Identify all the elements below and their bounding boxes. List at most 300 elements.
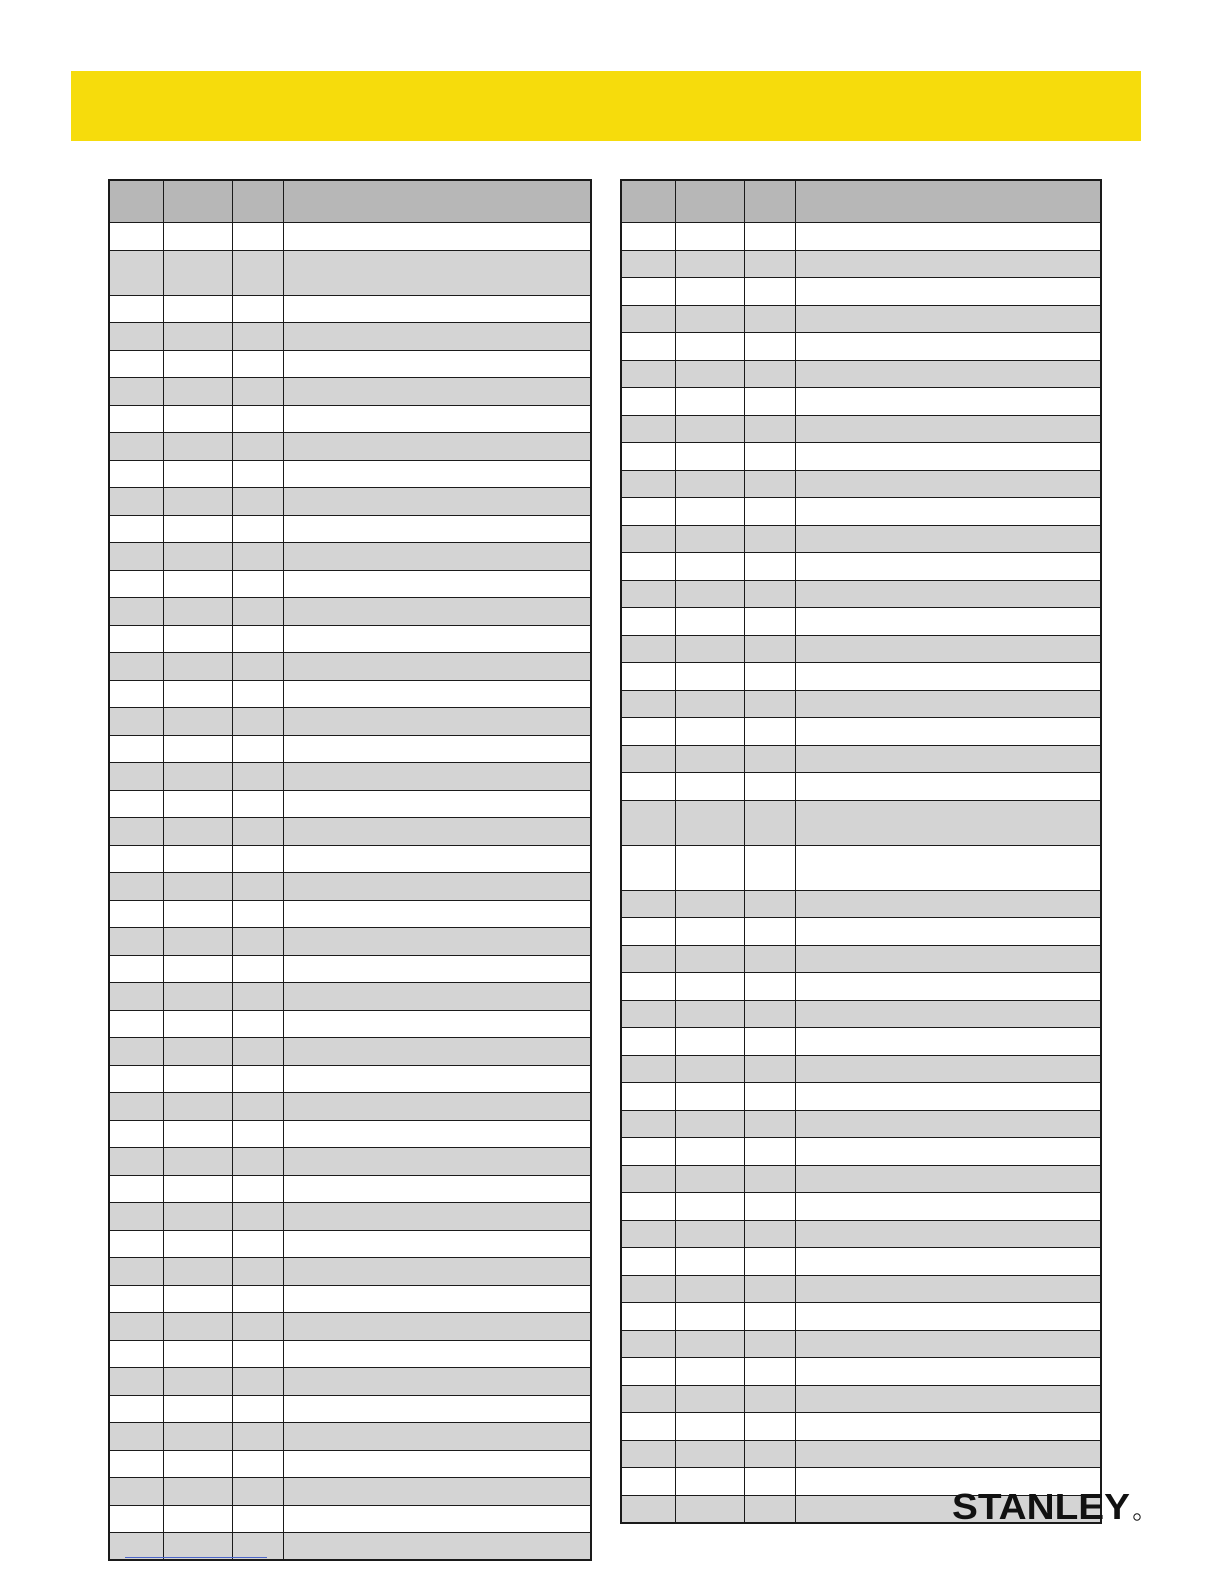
table-cell [795, 890, 1101, 918]
table-cell [621, 250, 675, 278]
table-cell [163, 928, 232, 956]
table-cell [795, 1385, 1101, 1413]
table-cell [232, 1505, 283, 1533]
table-cell [163, 295, 232, 323]
table-cell [675, 800, 744, 845]
table-cell [109, 1175, 163, 1203]
table-cell [675, 1110, 744, 1138]
table-cell [621, 1248, 675, 1276]
table-row [109, 1120, 591, 1148]
table-cell [744, 1303, 795, 1331]
table-cell [675, 1275, 744, 1303]
table-cell [283, 1395, 591, 1423]
table-cell [795, 580, 1101, 608]
table-cell [109, 223, 163, 251]
table-cell [675, 305, 744, 333]
table-cell [795, 773, 1101, 801]
table-row [109, 1065, 591, 1093]
table-row [109, 818, 591, 846]
table-cell [621, 360, 675, 388]
table-cell [621, 663, 675, 691]
table-cell [283, 405, 591, 433]
table-cell [232, 488, 283, 516]
table-row [109, 1203, 591, 1231]
table-row [621, 1248, 1101, 1276]
table-cell [163, 735, 232, 763]
table-cell [621, 278, 675, 306]
table-cell [283, 1423, 591, 1451]
table-cell [795, 553, 1101, 581]
table-cell [163, 1340, 232, 1368]
table-cell [795, 250, 1101, 278]
table-cell [795, 498, 1101, 526]
table-cell [109, 323, 163, 351]
table-row [109, 955, 591, 983]
table-cell [744, 1413, 795, 1441]
table-row [109, 1478, 591, 1506]
table-cell [795, 223, 1101, 251]
table-cell [232, 223, 283, 251]
table-cell [232, 653, 283, 681]
table-cell [621, 1303, 675, 1331]
table-cell [795, 1000, 1101, 1028]
table-cell [109, 790, 163, 818]
table-header-row [109, 180, 591, 223]
table-cell [232, 1450, 283, 1478]
table-cell [163, 543, 232, 571]
table-cell [283, 378, 591, 406]
table-row [621, 470, 1101, 498]
table-cell [283, 818, 591, 846]
table-cell [163, 790, 232, 818]
table-row [621, 945, 1101, 973]
table-row [109, 1505, 591, 1533]
table-cell [621, 1385, 675, 1413]
table-cell [795, 278, 1101, 306]
table-cell [283, 928, 591, 956]
table-cell [621, 498, 675, 526]
table-row [621, 1000, 1101, 1028]
table-cell [744, 278, 795, 306]
table-cell [109, 1065, 163, 1093]
table-cell [163, 223, 232, 251]
table-cell [744, 1275, 795, 1303]
table-cell [163, 680, 232, 708]
table-cell [232, 1175, 283, 1203]
table-cell [621, 718, 675, 746]
table-header-row [621, 180, 1101, 223]
table-cell [795, 718, 1101, 746]
table-cell [283, 223, 591, 251]
table-row [109, 543, 591, 571]
table-cell [675, 333, 744, 361]
table-cell [675, 1358, 744, 1386]
table-row [109, 433, 591, 461]
table-cell [744, 1193, 795, 1221]
table-cell [675, 745, 744, 773]
table-row [621, 773, 1101, 801]
table-cell [744, 498, 795, 526]
table-row [621, 498, 1101, 526]
table-cell [621, 1055, 675, 1083]
table-cell [621, 1275, 675, 1303]
table-row [621, 1330, 1101, 1358]
table-cell [744, 1165, 795, 1193]
table-cell [744, 890, 795, 918]
table-cell [232, 1258, 283, 1286]
table-cell [163, 1395, 232, 1423]
table-row [621, 745, 1101, 773]
table-cell [675, 945, 744, 973]
table-cell [744, 1330, 795, 1358]
table-cell [744, 608, 795, 636]
table-cell [232, 1395, 283, 1423]
table-cell [621, 973, 675, 1001]
table-cell [109, 708, 163, 736]
table-row [109, 735, 591, 763]
table-row [621, 415, 1101, 443]
table-cell [795, 845, 1101, 890]
table-row [109, 350, 591, 378]
table-row [109, 845, 591, 873]
table-cell [232, 1423, 283, 1451]
table-cell [675, 1028, 744, 1056]
table-cell [675, 663, 744, 691]
table-cell [675, 918, 744, 946]
table-cell [675, 1055, 744, 1083]
table-cell [109, 1258, 163, 1286]
table-cell [163, 845, 232, 873]
table-cell [109, 378, 163, 406]
table-cell [795, 1193, 1101, 1221]
table-cell [621, 1468, 675, 1496]
table-cell [621, 1083, 675, 1111]
table-cell [109, 1148, 163, 1176]
table-row [109, 1093, 591, 1121]
table-cell [283, 1230, 591, 1258]
table-cell [283, 1450, 591, 1478]
table-cell [109, 570, 163, 598]
table-cell [109, 1340, 163, 1368]
table-cell [744, 773, 795, 801]
table-row [109, 1340, 591, 1368]
table-cell [283, 1148, 591, 1176]
table-cell [109, 1423, 163, 1451]
table-cell [744, 333, 795, 361]
table-cell [744, 1000, 795, 1028]
table-cell [675, 1138, 744, 1166]
table-cell [232, 1230, 283, 1258]
table-cell [109, 515, 163, 543]
table-cell [232, 405, 283, 433]
table-cell [232, 1368, 283, 1396]
table-cell [283, 570, 591, 598]
table-cell [283, 1340, 591, 1368]
table-row [621, 1028, 1101, 1056]
table-cell [109, 350, 163, 378]
table-cell [283, 1285, 591, 1313]
table-cell [283, 1368, 591, 1396]
table-cell [795, 525, 1101, 553]
table-cell [109, 818, 163, 846]
header-cell-4 [795, 180, 1101, 223]
table-cell [744, 845, 795, 890]
table-cell [744, 1055, 795, 1083]
table-cell [283, 433, 591, 461]
logo-text: STANLEY [952, 1486, 1130, 1524]
table-cell [795, 1083, 1101, 1111]
header-cell-4 [283, 180, 591, 223]
table-cell [232, 460, 283, 488]
table-cell [163, 1285, 232, 1313]
table-cell [675, 525, 744, 553]
table-cell [795, 333, 1101, 361]
table-cell [109, 653, 163, 681]
table-cell [795, 1055, 1101, 1083]
table-row [109, 1450, 591, 1478]
table-cell [232, 378, 283, 406]
table-row [621, 1275, 1101, 1303]
table-row [621, 973, 1101, 1001]
table-cell [621, 223, 675, 251]
table-row [621, 635, 1101, 663]
table-row [109, 653, 591, 681]
table-row [621, 1413, 1101, 1441]
header-cell-3 [744, 180, 795, 223]
table-cell [232, 433, 283, 461]
table-cell [675, 1440, 744, 1468]
table-cell [109, 543, 163, 571]
table-cell [621, 305, 675, 333]
table-cell [232, 350, 283, 378]
table-cell [232, 1285, 283, 1313]
parts-table-left [108, 179, 592, 1561]
table-cell [744, 718, 795, 746]
table-cell [744, 360, 795, 388]
table-cell [232, 1120, 283, 1148]
table-cell [232, 928, 283, 956]
table-cell [163, 653, 232, 681]
table-cell [675, 1000, 744, 1028]
table-cell [675, 250, 744, 278]
table-cell [232, 818, 283, 846]
table-row [109, 1148, 591, 1176]
table-cell [795, 1440, 1101, 1468]
table-cell [232, 625, 283, 653]
table-row [621, 1358, 1101, 1386]
table-cell [163, 405, 232, 433]
table-cell [163, 1533, 232, 1561]
table-cell [675, 415, 744, 443]
table-cell [795, 690, 1101, 718]
table-row [109, 680, 591, 708]
table-cell [795, 1220, 1101, 1248]
table-cell [163, 955, 232, 983]
table-cell [675, 1193, 744, 1221]
table-cell [109, 873, 163, 901]
table-cell [109, 488, 163, 516]
table-cell [283, 350, 591, 378]
table-cell [621, 1495, 675, 1523]
table-cell [232, 1010, 283, 1038]
table-cell [744, 635, 795, 663]
table-cell [744, 1248, 795, 1276]
table-row [621, 608, 1101, 636]
table-cell [232, 1478, 283, 1506]
table-cell [621, 745, 675, 773]
table-cell [283, 955, 591, 983]
table-cell [283, 1038, 591, 1066]
table-row [109, 250, 591, 295]
table-cell [795, 388, 1101, 416]
table-cell [109, 405, 163, 433]
table-row [109, 1368, 591, 1396]
table-row [109, 295, 591, 323]
table-row [621, 1385, 1101, 1413]
table-cell [283, 763, 591, 791]
table-cell [744, 1440, 795, 1468]
table-cell [621, 1028, 675, 1056]
table-cell [283, 250, 591, 295]
table-cell [795, 608, 1101, 636]
table-cell [163, 1423, 232, 1451]
table-cell [109, 955, 163, 983]
table-cell [283, 1093, 591, 1121]
table-cell [283, 680, 591, 708]
table-row [109, 223, 591, 251]
table-cell [675, 1303, 744, 1331]
table-row [621, 690, 1101, 718]
table-cell [109, 845, 163, 873]
table-cell [109, 983, 163, 1011]
table-cell [621, 635, 675, 663]
table-row [621, 1165, 1101, 1193]
table-cell [795, 415, 1101, 443]
table-cell [232, 1313, 283, 1341]
table-cell [109, 625, 163, 653]
table-cell [675, 635, 744, 663]
table-cell [621, 553, 675, 581]
table-cell [163, 900, 232, 928]
table-row [621, 388, 1101, 416]
table-cell [163, 763, 232, 791]
table-cell [675, 360, 744, 388]
table-cell [163, 1258, 232, 1286]
table-cell [283, 1065, 591, 1093]
table-cell [163, 983, 232, 1011]
table-cell [109, 1395, 163, 1423]
table-cell [163, 1505, 232, 1533]
table-row [621, 360, 1101, 388]
table-cell [232, 1340, 283, 1368]
table-cell [744, 1220, 795, 1248]
table-cell [675, 773, 744, 801]
table-cell [675, 470, 744, 498]
table-cell [232, 250, 283, 295]
table-cell [675, 580, 744, 608]
table-cell [163, 1175, 232, 1203]
header-cell-3 [232, 180, 283, 223]
table-row [109, 790, 591, 818]
table-cell [109, 1093, 163, 1121]
table-row [621, 443, 1101, 471]
table-cell [621, 525, 675, 553]
table-cell [744, 305, 795, 333]
table-cell [621, 1330, 675, 1358]
table-cell [744, 388, 795, 416]
footer-link-underline [125, 1557, 267, 1558]
header-cell-2 [163, 180, 232, 223]
table-cell [109, 928, 163, 956]
table-cell [621, 890, 675, 918]
table-cell [163, 708, 232, 736]
table-cell [675, 498, 744, 526]
table-cell [283, 488, 591, 516]
table-cell [795, 663, 1101, 691]
table-cell [163, 1148, 232, 1176]
table-cell [675, 1468, 744, 1496]
table-cell [163, 1203, 232, 1231]
table-cell [744, 553, 795, 581]
table-cell [795, 1303, 1101, 1331]
table-cell [744, 1385, 795, 1413]
table-cell [621, 333, 675, 361]
table-cell [744, 690, 795, 718]
table-row [621, 1440, 1101, 1468]
table-cell [232, 1093, 283, 1121]
table-cell [109, 460, 163, 488]
header-cell-1 [621, 180, 675, 223]
table-cell [283, 1120, 591, 1148]
table-cell [621, 1358, 675, 1386]
table-cell [232, 873, 283, 901]
table-cell [163, 1313, 232, 1341]
table-cell [795, 443, 1101, 471]
table-cell [283, 598, 591, 626]
table-cell [163, 1368, 232, 1396]
table-row [109, 1230, 591, 1258]
table-cell [283, 1203, 591, 1231]
table-cell [163, 250, 232, 295]
table-cell [283, 1175, 591, 1203]
table-cell [109, 1505, 163, 1533]
table-row [109, 488, 591, 516]
table-row [109, 378, 591, 406]
table-cell [744, 470, 795, 498]
table-cell [232, 1203, 283, 1231]
table-cell [675, 718, 744, 746]
table-row [621, 890, 1101, 918]
table-cell [744, 415, 795, 443]
table-cell [675, 608, 744, 636]
table-cell [795, 800, 1101, 845]
table-cell [232, 295, 283, 323]
table-cell [744, 1110, 795, 1138]
table-cell [232, 1533, 283, 1561]
table-cell [109, 735, 163, 763]
table-cell [744, 1138, 795, 1166]
table-cell [109, 295, 163, 323]
table-cell [621, 608, 675, 636]
header-banner [71, 71, 1141, 141]
table-cell [232, 845, 283, 873]
table-row [109, 1533, 591, 1561]
table-cell [283, 1478, 591, 1506]
table-cell [795, 1028, 1101, 1056]
table-cell [621, 1413, 675, 1441]
table-cell [795, 1248, 1101, 1276]
table-row [621, 250, 1101, 278]
